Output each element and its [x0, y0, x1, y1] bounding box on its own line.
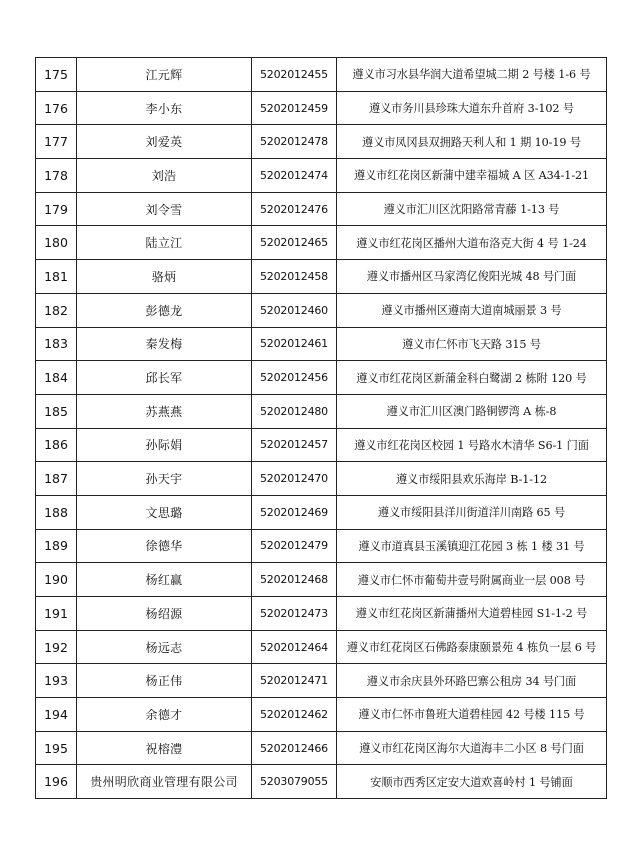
name-cell: 彭德龙 [77, 293, 252, 327]
row-number-cell: 181 [36, 260, 77, 294]
name-cell: 李小东 [77, 91, 252, 125]
table-row [36, 698, 607, 732]
code-cell: 5202012462 [252, 698, 337, 732]
row-number-cell: 185 [36, 394, 77, 428]
row-number-cell: 180 [36, 226, 77, 260]
row-number-cell: 183 [36, 327, 77, 361]
name-cell: 孙际娟 [77, 428, 252, 462]
table-row [36, 260, 607, 294]
code-cell: 5202012458 [252, 260, 337, 294]
name-cell: 邱长军 [77, 361, 252, 395]
code-cell: 5202012468 [252, 563, 337, 597]
name-cell: 陆立江 [77, 226, 252, 260]
code-cell: 5202012469 [252, 495, 337, 529]
code-cell: 5202012473 [252, 597, 337, 631]
row-number-cell: 184 [36, 361, 77, 395]
name-cell: 杨红赢 [77, 563, 252, 597]
table-row [36, 293, 607, 327]
table-row [36, 327, 607, 361]
name-cell: 刘令雪 [77, 192, 252, 226]
address-cell: 遵义市红花岗区海尔大道海丰二小区 8 号门面 [337, 731, 607, 765]
name-cell: 文思璐 [77, 495, 252, 529]
address-cell: 遵义市仁怀市飞天路 315 号 [337, 327, 607, 361]
address-cell: 遵义市余庆县外环路巴寨公租房 34 号门面 [337, 664, 607, 698]
row-number-cell: 179 [36, 192, 77, 226]
address-cell: 遵义市红花岗区新蒲播州大道碧桂园 S1-1-2 号 [337, 597, 607, 631]
name-cell: 刘浩 [77, 159, 252, 193]
name-cell: 秦发梅 [77, 327, 252, 361]
row-number-cell: 194 [36, 698, 77, 732]
name-cell: 贵州明欣商业管理有限公司 [77, 765, 252, 799]
code-cell: 5202012479 [252, 529, 337, 563]
table-row [36, 192, 607, 226]
name-cell: 苏燕燕 [77, 394, 252, 428]
row-number-cell: 175 [36, 58, 77, 92]
address-cell: 遵义市红花岗区新蒲中建幸福城 A 区 A34-1-21 [337, 159, 607, 193]
code-cell: 5202012480 [252, 394, 337, 428]
table-row [36, 597, 607, 631]
code-cell: 5202012457 [252, 428, 337, 462]
address-cell: 安顺市西秀区定安大道欢喜岭村 1 号铺面 [337, 765, 607, 799]
row-number-cell: 195 [36, 731, 77, 765]
row-number-cell: 193 [36, 664, 77, 698]
address-cell: 遵义市绥阳县洋川街道洋川南路 65 号 [337, 495, 607, 529]
name-cell: 杨绍源 [77, 597, 252, 631]
code-cell: 5202012465 [252, 226, 337, 260]
table-row [36, 428, 607, 462]
row-number-cell: 177 [36, 125, 77, 159]
name-cell: 徐德华 [77, 529, 252, 563]
table-row [36, 125, 607, 159]
address-cell: 遵义市仁怀市鲁班大道碧桂园 42 号楼 115 号 [337, 698, 607, 732]
code-cell: 5202012461 [252, 327, 337, 361]
name-cell: 江元辉 [77, 58, 252, 92]
code-cell: 5202012478 [252, 125, 337, 159]
address-cell: 遵义市仁怀市葡萄井壹号附属商业一层 008 号 [337, 563, 607, 597]
address-cell: 遵义市务川县珍珠大道东升首府 3-102 号 [337, 91, 607, 125]
address-cell: 遵义市汇川区沈阳路常青藤 1-13 号 [337, 192, 607, 226]
table-row [36, 765, 607, 799]
name-cell: 杨远志 [77, 630, 252, 664]
row-number-cell: 190 [36, 563, 77, 597]
table-row [36, 563, 607, 597]
code-cell: 5202012460 [252, 293, 337, 327]
name-cell: 刘爱英 [77, 125, 252, 159]
address-cell: 遵义市红花岗区播州大道布洛克大街 4 号 1-24 [337, 226, 607, 260]
address-cell: 遵义市红花岗区新蒲金科白鹭湖 2 栋附 120 号 [337, 361, 607, 395]
code-cell: 5203079055 [252, 765, 337, 799]
address-cell: 遵义市播州区遵南大道南城丽景 3 号 [337, 293, 607, 327]
address-cell: 遵义市红花岗区校园 1 号路水木清华 S6-1 门面 [337, 428, 607, 462]
address-cell: 遵义市播州区马家湾亿俊阳光城 48 号门面 [337, 260, 607, 294]
table-row [36, 529, 607, 563]
code-cell: 5202012470 [252, 462, 337, 496]
table-row [36, 731, 607, 765]
code-cell: 5202012471 [252, 664, 337, 698]
row-number-cell: 182 [36, 293, 77, 327]
row-number-cell: 176 [36, 91, 77, 125]
table-row [36, 361, 607, 395]
code-cell: 5202012464 [252, 630, 337, 664]
code-cell: 5202012459 [252, 91, 337, 125]
roster-table [35, 57, 607, 799]
address-cell: 遵义市绥阳县欢乐海岸 B-1-12 [337, 462, 607, 496]
address-cell: 遵义市习水县华润大道希望城二期 2 号楼 1-6 号 [337, 58, 607, 92]
address-cell: 遵义市凤冈县双拥路天利人和 1 期 10-19 号 [337, 125, 607, 159]
address-cell: 遵义市红花岗区石佛路泰康颐景苑 4 栋负一层 6 号 [337, 630, 607, 664]
code-cell: 5202012455 [252, 58, 337, 92]
name-cell: 余德才 [77, 698, 252, 732]
code-cell: 5202012474 [252, 159, 337, 193]
roster-table-body [36, 58, 607, 799]
name-cell: 骆炳 [77, 260, 252, 294]
table-row [36, 91, 607, 125]
table-row [36, 664, 607, 698]
name-cell: 孙天宇 [77, 462, 252, 496]
table-row [36, 462, 607, 496]
table-row [36, 159, 607, 193]
name-cell: 杨正伟 [77, 664, 252, 698]
code-cell: 5202012476 [252, 192, 337, 226]
name-cell: 祝榕澧 [77, 731, 252, 765]
table-row [36, 226, 607, 260]
table-row [36, 58, 607, 92]
code-cell: 5202012466 [252, 731, 337, 765]
row-number-cell: 187 [36, 462, 77, 496]
row-number-cell: 188 [36, 495, 77, 529]
code-cell: 5202012456 [252, 361, 337, 395]
row-number-cell: 192 [36, 630, 77, 664]
address-cell: 遵义市汇川区澳门路铜锣湾 A 栋-8 [337, 394, 607, 428]
table-row [36, 394, 607, 428]
table-row [36, 630, 607, 664]
row-number-cell: 178 [36, 159, 77, 193]
row-number-cell: 186 [36, 428, 77, 462]
row-number-cell: 191 [36, 597, 77, 631]
row-number-cell: 189 [36, 529, 77, 563]
address-cell: 遵义市道真县玉溪镇迎江花园 3 栋 1 楼 31 号 [337, 529, 607, 563]
table-row [36, 495, 607, 529]
row-number-cell: 196 [36, 765, 77, 799]
